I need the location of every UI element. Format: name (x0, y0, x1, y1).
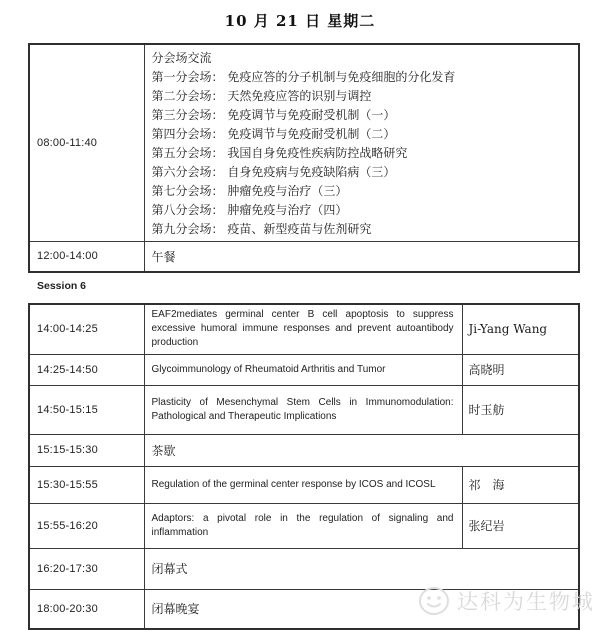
session-list-cell (144, 44, 579, 242)
lunch-row (29, 242, 579, 272)
banquet-row (29, 589, 579, 629)
speaker-cell: 祁 海 (462, 466, 579, 503)
table-row (29, 466, 579, 503)
session-line: 第九分会场： 疫苗、新型疫苗与佐剂研究 (151, 222, 372, 236)
session-label: Session 6 (37, 280, 87, 292)
closing-ceremony-row (29, 548, 579, 589)
table-row (29, 503, 579, 548)
time-cell: 14:25-14:50 (29, 354, 144, 385)
table-row (29, 385, 579, 434)
time-cell: 15:30-15:55 (29, 466, 144, 503)
session-line: 第三分会场： 免疫调节与免疫耐受机制（一） (151, 108, 396, 122)
closing-ceremony-cell: 闭幕式 (144, 548, 579, 589)
time-cell: 08:00-11:40 (29, 44, 144, 242)
table-row (29, 354, 579, 385)
session-line: 第五分会场： 我国自身免疫性疾病防控战略研究 (151, 146, 408, 160)
session-line: 第一分会场： 免疫应答的分子机制与免疫细胞的分化发育 (151, 70, 456, 84)
time-cell: 14:00-14:25 (29, 304, 144, 354)
speaker-cell: Ji-Yang Wang (462, 304, 579, 354)
table-row (29, 304, 579, 354)
session-line: 第六分会场： 自身免疫病与免疫缺陷病（三） (151, 165, 396, 179)
lunch-cell: 午餐 (144, 242, 579, 272)
watermark-text: 达科为生物城 (457, 590, 595, 614)
talk-title-cell: Glycoimmunology of Rheumatoid Arthritis and Tumor (144, 354, 462, 385)
speaker-cell: 张纪岩 (462, 503, 579, 548)
time-cell: 15:55-16:20 (29, 503, 144, 548)
talk-title-cell: Plasticity of Mesenchymal Stem Cells in Immunomodulation: Pathological and Therapeutic Implications (144, 385, 462, 434)
afternoon-schedule-table (28, 303, 580, 630)
morning-schedule-table (28, 43, 580, 273)
session-line: 分会场交流 (151, 51, 212, 65)
session-line: 第二分会场： 天然免疫应答的识别与调控 (151, 89, 372, 103)
time-cell: 18:00-20:30 (29, 589, 144, 629)
table-row (29, 44, 579, 242)
break-cell: 茶歇 (144, 434, 579, 466)
break-row (29, 434, 579, 466)
time-cell: 14:50-15:15 (29, 385, 144, 434)
speaker-cell: 高晓明 (462, 354, 579, 385)
speaker-cell: 时玉舫 (462, 385, 579, 434)
session-line: 第七分会场： 肿瘤免疫与治疗（三） (151, 184, 348, 198)
time-cell: 12:00-14:00 (29, 242, 144, 272)
talk-title-cell: EAF2mediates germinal center B cell apoptosis to suppress excessive humoral immune responses and prevent autoantibody production (144, 304, 462, 354)
time-cell: 15:15-15:30 (29, 434, 144, 466)
page-title: 10 月 21 日 星期二 (224, 12, 376, 30)
session-line: 第四分会场： 免疫调节与免疫耐受机制（二） (151, 127, 396, 141)
talk-title-cell: Adaptors: a pivotal role in the regulation of signaling and inflammation (144, 503, 462, 548)
talk-title-cell: Regulation of the germinal center response by ICOS and ICOSL (144, 466, 462, 503)
session-line: 第八分会场： 肿瘤免疫与治疗（四） (151, 203, 348, 217)
banquet-cell: 闭幕晚宴 (144, 589, 579, 629)
time-cell: 16:20-17:30 (29, 548, 144, 589)
